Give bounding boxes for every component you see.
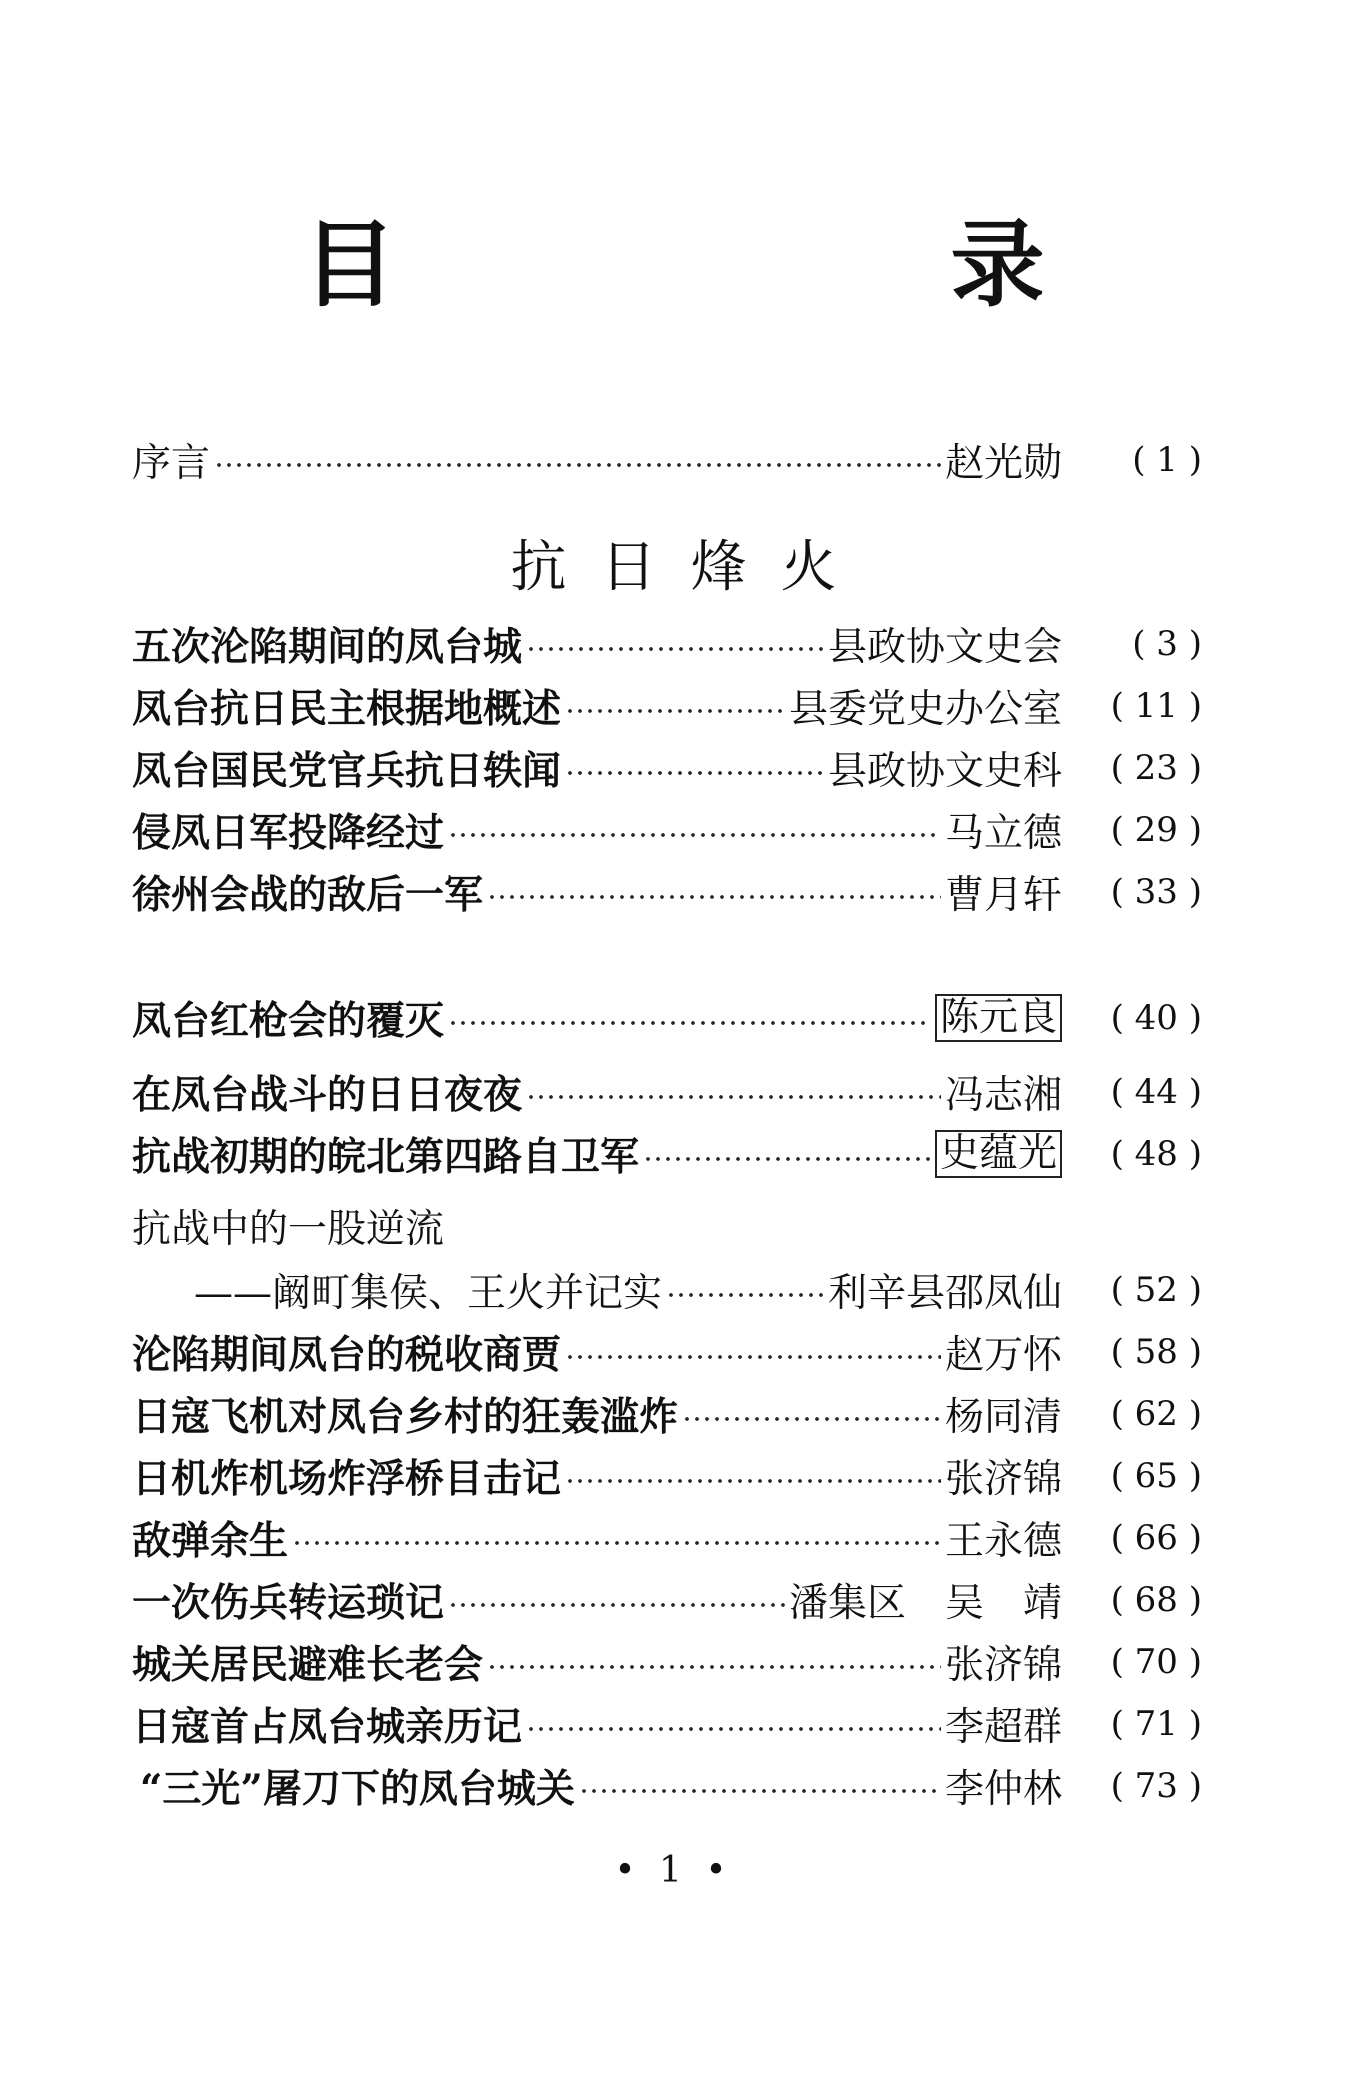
toc-page-number: ( 52 ) (1110, 1270, 1202, 1310)
dot-leader (487, 1664, 941, 1670)
toc-title: 徐州会战的敌后一军 (132, 872, 484, 918)
toc-page-number: ( 70 ) (1110, 1642, 1202, 1682)
toc-page-number: ( 33 ) (1110, 872, 1202, 912)
dot-leader (579, 1788, 941, 1794)
toc-title: 抗战初期的皖北第四路自卫军 (132, 1134, 640, 1180)
dot-leader (526, 1726, 941, 1732)
dot-leader (565, 1354, 941, 1360)
dot-leader (526, 1094, 941, 1100)
toc-page-number: ( 58 ) (1110, 1332, 1202, 1372)
toc-entry-preface[interactable] (132, 432, 1202, 488)
toc-page-number: ( 65 ) (1110, 1456, 1202, 1496)
toc-title: 在凤台战斗的日日夜夜 (132, 1072, 523, 1118)
toc-title: 五次沦陷期间的凤台城 (132, 624, 523, 670)
toc-title: 城关居民避难长老会 (132, 1642, 484, 1688)
toc-author: 王永德 (944, 1519, 1062, 1564)
toc-author-boxed: 史蕴光 (935, 1130, 1062, 1179)
dot-leader (526, 646, 824, 652)
dot-leader (448, 1020, 931, 1026)
dot-leader (487, 894, 941, 900)
toc-author: 县政协文史会 (827, 625, 1062, 670)
dot-leader (682, 1416, 941, 1422)
dot-leader (565, 770, 824, 776)
toc-entry[interactable] (132, 1064, 1202, 1120)
toc-page-number: ( 48 ) (1110, 1134, 1202, 1174)
toc-page-number: ( 71 ) (1110, 1704, 1202, 1744)
toc-author: 潘集区 吴 靖 (788, 1581, 1062, 1626)
toc-entry-heading-only[interactable] (132, 1198, 444, 1254)
dot-leader (448, 832, 941, 838)
toc-entry[interactable] (132, 1386, 1202, 1442)
toc-title: 敌弹余生 (132, 1518, 289, 1564)
toc-entry[interactable] (132, 1126, 1202, 1182)
toc-entry[interactable] (132, 864, 1202, 920)
dot-leader (214, 462, 941, 468)
toc-author: 张济锦 (944, 1457, 1062, 1502)
page-title: 目 录 (302, 210, 1275, 320)
dot-leader (666, 1292, 824, 1298)
toc-title: 沦陷期间凤台的税收商贾 (132, 1332, 562, 1378)
toc-title: 日机炸机场炸浮桥目击记 (132, 1456, 562, 1502)
toc-author: 李超群 (944, 1705, 1062, 1750)
toc-author: 杨同清 (944, 1395, 1062, 1440)
toc-entry[interactable] (132, 990, 1202, 1046)
toc-author: 赵光勋 (944, 441, 1062, 486)
toc-title: 序言 (132, 441, 211, 486)
toc-entry[interactable] (132, 1572, 1202, 1628)
toc-entry[interactable] (132, 616, 1202, 672)
toc-entry[interactable] (132, 678, 1202, 734)
toc-page-number: ( 3 ) (1132, 624, 1202, 664)
toc-entry[interactable] (132, 802, 1202, 858)
toc-subtitle: ——阚町集侯、王火并记实 (194, 1271, 663, 1316)
dot-leader (448, 1602, 785, 1608)
toc-author: 利辛县邵凤仙 (827, 1271, 1062, 1316)
toc-entry[interactable] (140, 1758, 1202, 1814)
toc-page-number: ( 44 ) (1110, 1072, 1202, 1112)
toc-author: 李仲林 (944, 1767, 1062, 1812)
section-title: 抗日烽火 (510, 535, 871, 600)
dot-leader (565, 708, 785, 714)
dot-leader (643, 1156, 931, 1162)
toc-entry[interactable] (132, 1696, 1202, 1752)
toc-page-number: ( 68 ) (1110, 1580, 1202, 1620)
toc-page-number: ( 62 ) (1110, 1394, 1202, 1434)
toc-author-boxed: 陈元良 (935, 994, 1062, 1043)
toc-title: 凤台红枪会的覆灭 (132, 998, 445, 1044)
toc-title: “三光”屠刀下的凤台城关 (140, 1766, 575, 1812)
toc-page-number: ( 1 ) (1132, 440, 1202, 480)
toc-author: 曹月轩 (944, 873, 1062, 918)
toc-page-number: ( 73 ) (1110, 1766, 1202, 1806)
toc-page-number: ( 23 ) (1110, 748, 1202, 788)
toc-title: 日寇首占凤台城亲历记 (132, 1704, 523, 1750)
toc-entry[interactable] (132, 1324, 1202, 1380)
toc-author: 赵万怀 (944, 1333, 1062, 1378)
toc-author: 张济锦 (944, 1643, 1062, 1688)
toc-page-number: ( 29 ) (1110, 810, 1202, 850)
toc-entry[interactable] (132, 740, 1202, 796)
toc-title: 凤台国民党官兵抗日轶闻 (132, 748, 562, 794)
dot-leader (292, 1540, 941, 1546)
toc-title: 一次伤兵转运琐记 (132, 1580, 445, 1626)
dot-leader (565, 1478, 941, 1484)
toc-entry[interactable] (132, 1510, 1202, 1566)
toc-author: 县政协文史科 (827, 749, 1062, 794)
toc-page-number: ( 40 ) (1110, 998, 1202, 1038)
footer-page-number: • 1 • (614, 1850, 733, 1891)
toc-title: 日寇飞机对凤台乡村的狂轰滥炸 (132, 1394, 679, 1440)
toc-author: 冯志湘 (944, 1073, 1062, 1118)
toc-page-number: ( 11 ) (1110, 686, 1202, 726)
toc-entry[interactable] (132, 1448, 1202, 1504)
toc-author: 县委党史办公室 (788, 687, 1062, 732)
toc-title: 抗战中的一股逆流 (132, 1207, 445, 1252)
toc-title: 凤台抗日民主根据地概述 (132, 686, 562, 732)
toc-entry[interactable] (132, 1634, 1202, 1690)
toc-page-number: ( 66 ) (1110, 1518, 1202, 1558)
toc-author: 马立德 (944, 811, 1062, 856)
toc-title: 侵凤日军投降经过 (132, 810, 445, 856)
toc-entry-subtitle[interactable] (194, 1262, 1202, 1318)
